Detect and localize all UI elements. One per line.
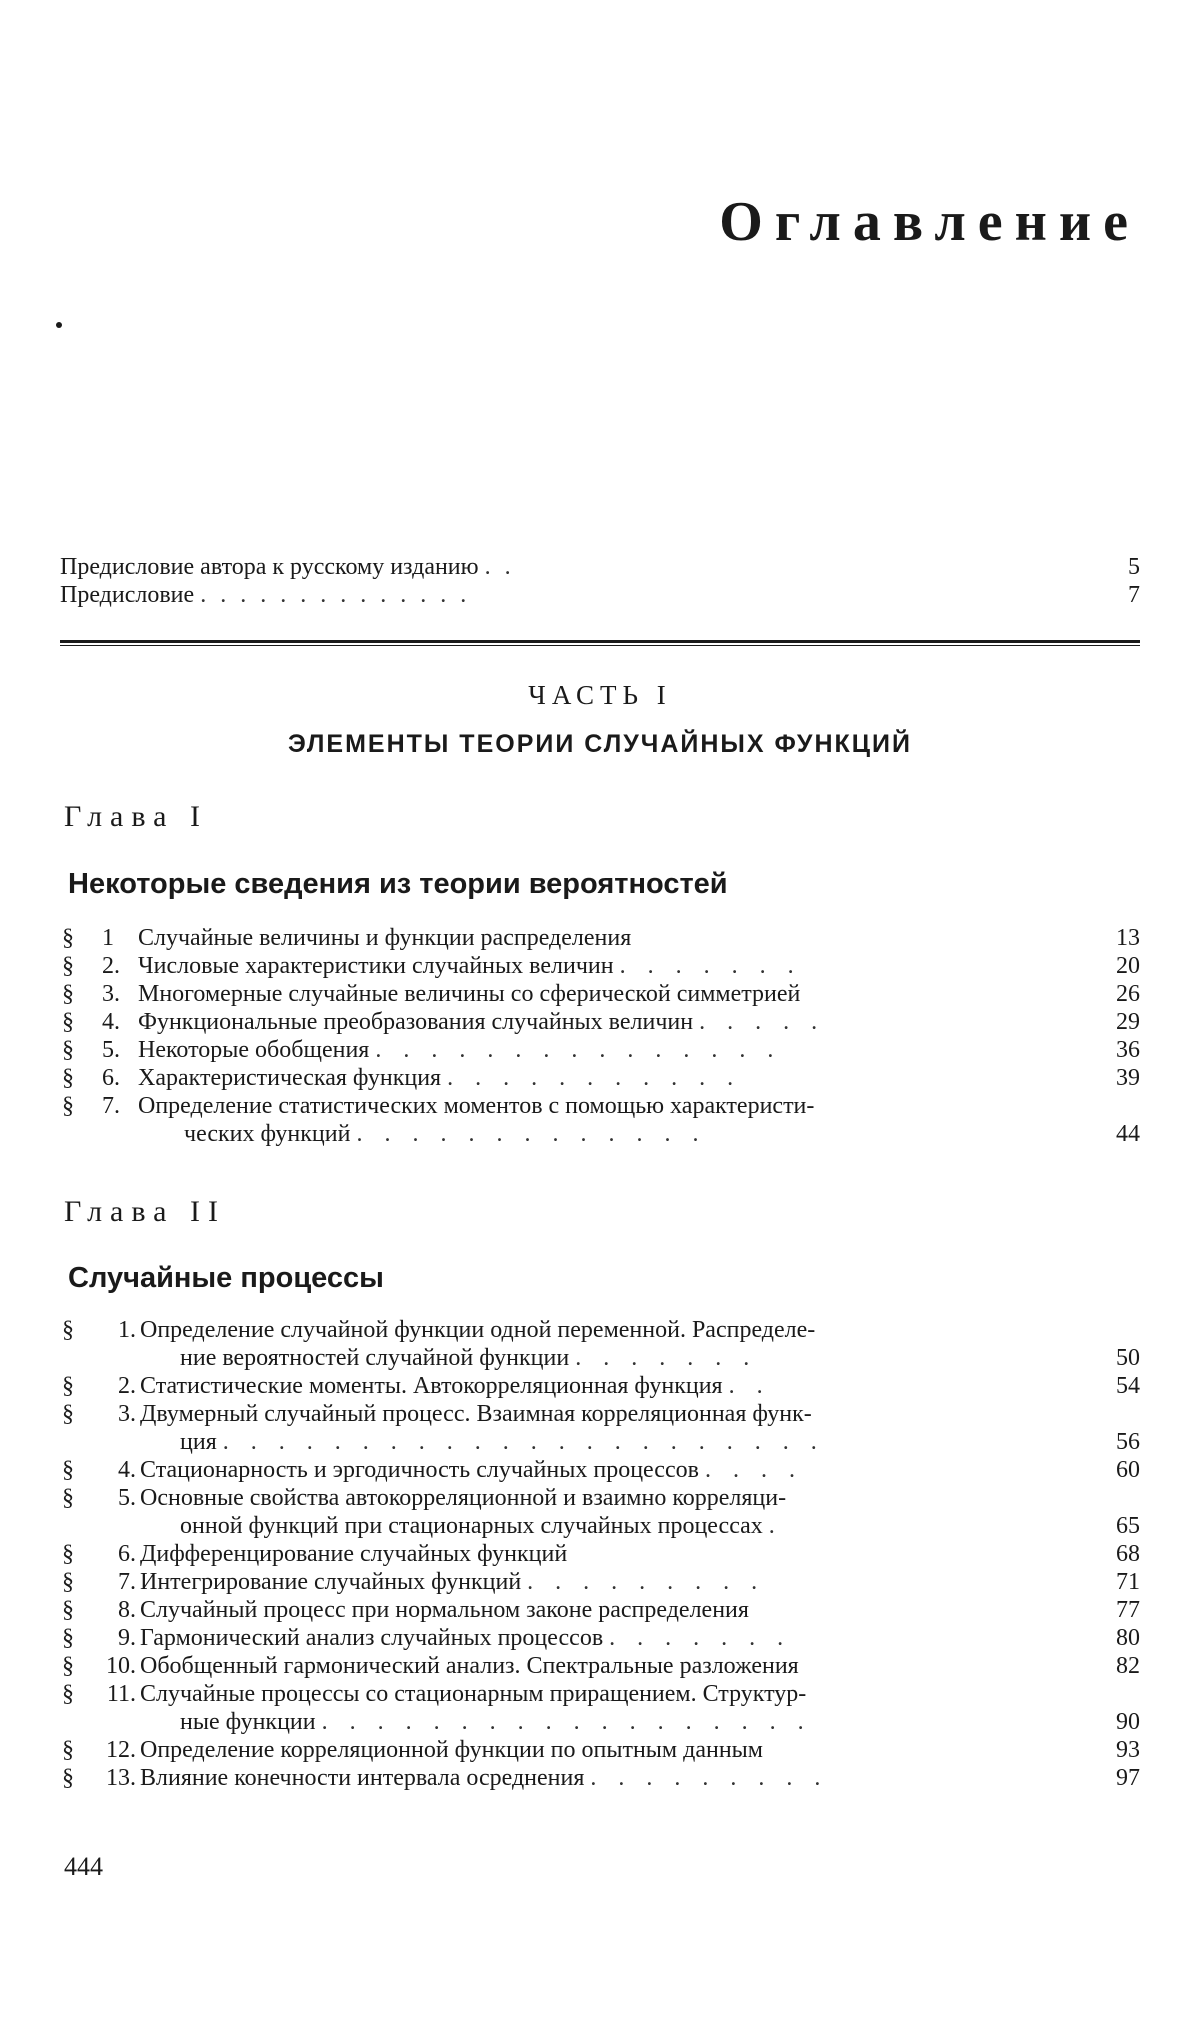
toc-entry [62, 1596, 1140, 1624]
chapter-2-title: Случайные процессы [68, 1262, 384, 1294]
stray-dot [56, 322, 62, 328]
section-sign: § [62, 1485, 74, 1511]
dot-leader: . . . . . [699, 1009, 826, 1035]
entry-page: 39 [1116, 1065, 1140, 1091]
dot-leader: . [768, 1513, 783, 1539]
entry-number: 5. [118, 1485, 136, 1511]
part-label: ЧАСТЬ I [528, 680, 672, 710]
entry-page: 68 [1116, 1541, 1140, 1567]
entry-title: Определение случайной функции одной переменной. Распределе- [140, 1317, 816, 1343]
entry-page: 13 [1116, 925, 1140, 951]
entry-title: Статистические моменты. Автокорреляционная функция [140, 1373, 723, 1399]
entry-title: Многомерные случайные величины со сферической симметрией [138, 981, 801, 1007]
toc-entry [62, 1400, 1140, 1456]
dot-leader: . . . . . . . . . . . . . . [200, 582, 471, 608]
dot-leader: . . [728, 1373, 771, 1399]
entry-title: Определение корреляционной функции по опытным данным [140, 1737, 763, 1763]
dot-leader: . . . . [704, 1457, 803, 1483]
toc-row-foreword-russian [60, 553, 1140, 581]
entry-page: 65 [1116, 1513, 1140, 1539]
entry-title: Обобщенный гармонический анализ. Спектральные разложения [140, 1653, 799, 1679]
section-sign: § [62, 1317, 74, 1343]
entry-title-continued: онной функций при стационарных случайных процессах [180, 1513, 763, 1539]
dot-leader: . . . . . . . . . [590, 1765, 829, 1791]
entry-number: 4. [102, 1009, 120, 1035]
entry-number: 12. [106, 1737, 136, 1763]
dot-leader: . . . . . . . [609, 1625, 792, 1651]
chapter-2-label: Глава II [64, 1195, 226, 1228]
entry-page: 80 [1116, 1625, 1140, 1651]
entry-page: 56 [1116, 1429, 1140, 1455]
entry-title: Случайные процессы со стационарным приращением. Структур- [140, 1681, 807, 1707]
toc-entry [62, 1764, 1140, 1792]
toc-entry [62, 1456, 1140, 1484]
entry-number: 11. [106, 1681, 136, 1707]
toc-entry [62, 1652, 1140, 1680]
toc-entry [62, 924, 1140, 952]
section-sign: § [62, 1653, 74, 1679]
toc-entry [62, 1540, 1140, 1568]
entry-title-continued: ческих функций [184, 1121, 351, 1147]
toc-entry [62, 1568, 1140, 1596]
entry-title: Интегрирование случайных функций [140, 1569, 522, 1595]
toc-row-text: Предисловие автора к русскому изданию [60, 554, 479, 580]
entry-title: Определение статистических моментов с помощью характеристи- [138, 1093, 815, 1119]
section-sign: § [62, 1065, 74, 1091]
section-sign: § [62, 1457, 74, 1483]
dot-leader: . . . . . . . [619, 953, 802, 979]
section-sign: § [62, 1625, 74, 1651]
entry-number: 3. [102, 981, 120, 1007]
toc-entry [62, 1064, 1140, 1092]
entry-number: 9. [118, 1625, 136, 1651]
page-number: 444 [64, 1852, 103, 1881]
section-sign: § [62, 1037, 74, 1063]
toc-row-foreword [60, 581, 1140, 609]
section-sign: § [62, 1681, 74, 1707]
entry-page: 29 [1116, 1009, 1140, 1035]
entry-number: 3. [118, 1401, 136, 1427]
section-sign: § [62, 1541, 74, 1567]
entry-number: 13. [106, 1765, 136, 1791]
part-title: ЭЛЕМЕНТЫ ТЕОРИИ СЛУЧАЙНЫХ ФУНКЦИЙ [288, 730, 912, 758]
dot-leader: . . . . . . . [575, 1345, 758, 1371]
toc-entry [62, 1036, 1140, 1064]
section-sign: § [62, 1009, 74, 1035]
entry-page: 90 [1116, 1709, 1140, 1735]
dot-leader: . . . . . . . . . . . . . . . . . . [321, 1709, 812, 1735]
entry-title: Дифференцирование случайных функций [140, 1541, 568, 1567]
page-title: Оглавление [719, 191, 1140, 253]
entry-title: Стационарность и эргодичность случайных процессов [140, 1457, 699, 1483]
entry-number: 5. [102, 1037, 120, 1063]
section-sign: § [62, 1093, 74, 1119]
entry-number: 2. [102, 953, 120, 979]
entry-number: 1. [118, 1317, 136, 1343]
toc-row-text: Предисловие [60, 582, 195, 608]
entry-title: Числовые характеристики случайных величин [138, 953, 614, 979]
section-sign: § [62, 925, 74, 951]
entry-page: 44 [1116, 1121, 1140, 1147]
toc-entry [62, 1316, 1140, 1372]
chapter-1-label: Глава I [64, 800, 208, 833]
entry-title: Функциональные преобразования случайных величин [138, 1009, 694, 1035]
section-sign: § [62, 981, 74, 1007]
entry-page: 54 [1116, 1373, 1140, 1399]
section-sign: § [62, 953, 74, 979]
dot-leader: . . . . . . . . . . . . . [356, 1121, 707, 1147]
entry-title: Случайный процесс при нормальном законе распределения [140, 1597, 749, 1623]
entry-title: Гармонический анализ случайных процессов [140, 1625, 604, 1651]
entry-title: Двумерный случайный процесс. Взаимная корреляционная функ- [140, 1401, 812, 1427]
entry-number: 7. [118, 1569, 136, 1595]
dot-leader: . . . . . . . . . [527, 1569, 766, 1595]
entry-page: 60 [1116, 1457, 1140, 1483]
chapter-1-title: Некоторые сведения из теории вероятностей [68, 868, 728, 900]
entry-number: 8. [118, 1597, 136, 1623]
entry-title: Влияние конечности интервала осреднения [140, 1765, 585, 1791]
section-sign: § [62, 1737, 74, 1763]
toc-entry [62, 1008, 1140, 1036]
entry-number: 2. [118, 1373, 136, 1399]
entry-title: Случайные величины и функции распределения [138, 925, 632, 951]
toc-entry [62, 1680, 1140, 1736]
entry-page: 20 [1116, 953, 1140, 979]
entry-number: 6. [118, 1541, 136, 1567]
entry-title-continued: ные функции [180, 1709, 316, 1735]
entry-page: 97 [1116, 1765, 1140, 1791]
entry-number: 4. [118, 1457, 136, 1483]
entry-page: 77 [1116, 1597, 1140, 1623]
toc-entry [62, 1092, 1140, 1148]
entry-number: 1 [102, 925, 114, 951]
double-rule [60, 640, 1140, 646]
toc-entry [62, 952, 1140, 980]
entry-title: Основные свойства автокорреляционной и взаимно корреляци- [140, 1485, 787, 1511]
entry-page: 71 [1116, 1569, 1140, 1595]
entry-page: 50 [1116, 1345, 1140, 1371]
section-sign: § [62, 1765, 74, 1791]
entry-page: 26 [1116, 981, 1140, 1007]
entry-title-continued: ние вероятностей случайной функции [180, 1345, 570, 1371]
section-sign: § [62, 1373, 74, 1399]
section-sign: § [62, 1569, 74, 1595]
toc-row-page: 5 [1128, 554, 1140, 580]
entry-number: 6. [102, 1065, 120, 1091]
toc-entry [62, 980, 1140, 1008]
section-sign: § [62, 1401, 74, 1427]
entry-page: 82 [1116, 1653, 1140, 1679]
toc-entry [62, 1484, 1140, 1540]
entry-page: 93 [1116, 1737, 1140, 1763]
toc-row-page: 7 [1128, 582, 1140, 608]
entry-title: Некоторые обобщения [138, 1037, 370, 1063]
toc-entry [62, 1372, 1140, 1400]
entry-title: Характеристическая функция [138, 1065, 442, 1091]
toc-entry [62, 1624, 1140, 1652]
chapter-1-entries [62, 924, 1140, 1148]
dot-leader: . . . . . . . . . . . [447, 1065, 742, 1091]
front-matter [60, 553, 1140, 609]
dot-leader: . . [484, 554, 515, 580]
toc-entry [62, 1736, 1140, 1764]
dot-leader: . . . . . . . . . . . . . . . [375, 1037, 782, 1063]
entry-number: 10. [106, 1653, 136, 1679]
entry-page: 36 [1116, 1037, 1140, 1063]
entry-number: 7. [102, 1093, 120, 1119]
section-sign: § [62, 1597, 74, 1623]
chapter-2-entries [62, 1316, 1140, 1792]
dot-leader: . . . . . . . . . . . . . . . . . . . . . . [222, 1429, 825, 1455]
entry-title-continued: ция [180, 1429, 217, 1455]
